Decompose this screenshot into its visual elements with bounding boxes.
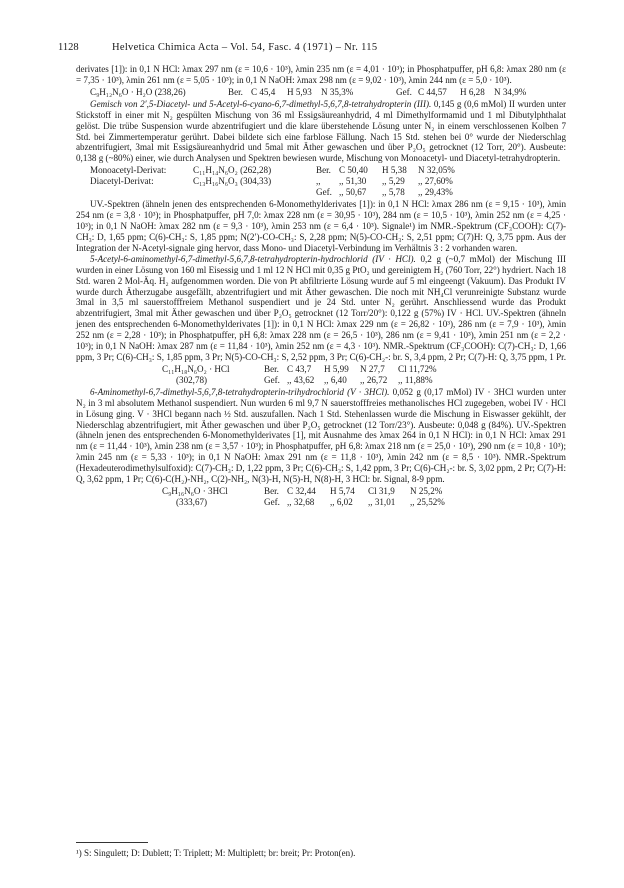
analysis-found-n: N 34,9%: [494, 86, 527, 97]
analysis-found-c: ,, 43,62: [287, 374, 315, 385]
paragraph-compound-iv: [76, 254, 566, 363]
table-cell-n: N 32,05%: [418, 165, 455, 176]
analysis-found-h: ,, 6,40: [324, 374, 347, 385]
table-row: [76, 187, 566, 198]
analysis-calc-c: C 32,44: [287, 486, 316, 496]
table-cell-kind: Gef.: [316, 187, 332, 198]
analysis-found-n: ,, 25,52%: [410, 497, 445, 507]
analysis-formula: C₉H₁₆N₆O · 3HCl: [162, 486, 228, 496]
analysis-formula: C₁₁H₁₈N₆O₂ · HCl: [162, 363, 230, 374]
paragraph-compound-iii: [76, 99, 566, 164]
analysis-calc-label: Ber.: [264, 363, 279, 374]
table-row: [76, 375, 566, 386]
table-cell-formula: C₁₁H₁₄N₆O₂ (262,28): [193, 165, 272, 176]
table-cell-c: C 50,40: [339, 165, 368, 176]
paragraph-uv-data: derivates [1]): in 0,1 N HCl: λmax 297 nm (ε = 10,6 · 10³), λmin 235 nm (ε = 4,01 · 10³); in Phosphatpuffer, pH 6,8: λmax 280 nm (ε = 7,35 · 10³), λmin 261 nm (ε = 5,05 · 10³); in 0,1 N NaOH: λmax 298 nm (ε = 9,02 · 10³), λmin 244 nm (ε = 5,0 · 10³).: [76, 64, 566, 85]
analysis-mass: (302,78): [176, 374, 208, 385]
analysis-found-c: ,, 32,68: [287, 497, 315, 507]
paragraph-text: 0,145 g (0,6 mMol) II wurden unter Stickstoff in einer mit N₂ gespülten Mischung von 36 ml Essigsäureanhydrid, 4 ml Dimethylformamid und 1 ml Dibutylphthalat gelöst. Die trübe Suspension wurde abzentrifugiert und die klare überstehende Lösung unter N₂ in einem verschlossenen Kolben 7 Std. bei Zimmertemperatur gerührt. Dabei bildete sich eine farblose Fällung. Nach 15 Std. stehen bei 0° wurde der Niederschlag abzentrifugiert, 3mal mit Essigsäureanhydrid und 5mal mit Äther gewaschen und über P₂O₅ getrocknet (12 Torr, 20°). Ausbeute: 0,138 g (~80%) einer, wie durch Analysen und Spektren bewiesen wurde, Mischung von Monoacetyl- und Diacetyl-tetrahydropterin.: [76, 98, 567, 164]
table-cell-kind: Ber.: [316, 165, 331, 176]
analysis-found-n: ,, 26,72: [360, 374, 388, 385]
analysis-calc-h: H 5,99: [324, 363, 349, 374]
analysis-calc-cl: Cl 31,9: [368, 486, 395, 496]
footnote-rule: [76, 842, 148, 843]
table-cell-kind: ,,: [316, 176, 321, 187]
analysis-found-cl: ,, 31,01: [368, 497, 396, 507]
analysis-found-label: Gef.: [264, 374, 280, 385]
table-row: [76, 497, 566, 508]
table-row: [76, 176, 566, 187]
table-cell-h: ,, 5,78: [382, 187, 405, 198]
analysis-found-h: ,, 6,02: [330, 497, 353, 507]
table-cell-label: Diacetyl-Derivat:: [90, 176, 154, 187]
article-body: [76, 64, 566, 509]
elemental-analysis-3: [76, 486, 566, 508]
table-cell-n: ,, 29,43%: [418, 187, 453, 198]
page-number: 1128: [58, 42, 79, 53]
analysis-found-h: H 6,28: [460, 86, 485, 97]
analysis-table: [76, 165, 566, 198]
compound-title: Gemisch von 2′,5-Diacetyl- und 5-Acetyl-6-cyano-6,7-dimethyl-5,6,7,8-tetrahydropterin (III).: [90, 98, 432, 109]
table-cell-formula: C₁₃H₁₆N₆O₃ (304,33): [193, 176, 272, 187]
analysis-calc-n: N 25,2%: [410, 486, 443, 496]
analysis-found-label: Gef.: [264, 497, 280, 507]
table-cell-h: ,, 5,29: [382, 176, 405, 187]
analysis-calc-n: N 27,7: [360, 363, 385, 374]
analysis-calc-c: C 43,7: [287, 363, 312, 374]
table-row: [76, 364, 566, 375]
analysis-found-label: Gef.: [396, 86, 412, 97]
table-row: [76, 165, 566, 176]
table-cell-h: H 5,38: [382, 165, 407, 176]
footnote: ¹) S: Singulett; D: Dublett; T: Triplett; M: Multiplett; br: breit; Pr: Proton(en).: [76, 848, 356, 858]
table-cell-c: ,, 51,30: [339, 176, 367, 187]
table-cell-c: ,, 50,67: [339, 187, 367, 198]
analysis-calc-n: N 35,3%: [321, 86, 354, 97]
paragraph-uv-nmr: UV.-Spektren (ähneln jenen des entsprechenden 6-Monomethylderivates [1]): in 0,1 N HCl: λmax 286 nm (ε = 9,15 · 10³), λmin 254 nm (ε = 3,8 · 10³); in Phosphatpuffer, pH 7,0: λmax 228 nm (ε = 30,95 · 10³), 284 nm (ε = 10,5 · 10³), λmin 252 nm (ε = 4,25 · 10³); in 0,1 N NaOH: λmax 282 nm (ε = 9,3 · 10³), λmin 253 nm (ε = 6,4 · 10³). Signale¹) im NMR.-Spektrum (CF₃COOH): C(7)-CH₃: D, 1,65 ppm; C(6)-CH₃: S, 1,85 ppm; N(2′)-CO-CH₃: S, 2,28 ppm; N(5)-CO-CH₃: S, 2,51 ppm; C(7)H: Q, 3,75 ppm. Aus der Integration der N-Acetyl-signale ging hervor, dass Mono- und Diacetyl-Verbindung im Verhältnis 3 : 2 vorhanden waren.: [76, 199, 566, 253]
running-title: Helvetica Chimica Acta – Vol. 54, Fasc. 4 (1971) – Nr. 115: [112, 42, 378, 53]
table-cell-label: Monoacetyl-Derivat:: [90, 165, 167, 176]
analysis-calc-label: Ber.: [264, 486, 279, 496]
paragraph-text: 0,052 g (0,17 mMol) IV · 3HCl wurden unter N₂ in 3 ml absolutem Methanol suspendiert. Nun wurden 6 ml 9,7 N sauerstofffreies methanolisches HCl zugegeben, wobei IV · HCl in Lösung ging. V · 3HCl begann nach ½ Std. auszufallen. Nach 1 Std. Stehenlassen wurde die Mischung in Eiswasser gekühlt, der Niederschlag abzentrifugiert, mit Äther gewaschen und über P₂O₅ getrocknet (12 Torr/23°). Ausbeute: 0,048 g (84%). UV.-Spektren (ähneln jenen des entsprechenden 6-Monomethylderivates [1], mit Ausnahme des λmax 264 in 0,1 N HCl): in 0,1 N HCl: λmax 291 nm (ε = 11,44 · 10³), λmin 238 nm (ε = 3,57 · 10³); in Phosphatpuffer, pH 6,8: λmax 218 nm (ε = 25,0 · 10³), 290 nm (ε = 10,8 · 10³); λmin 245 nm (ε = 5,33 · 10³); in 0,1 N NaOH: λmax 291 nm (ε = 11,8 · 10³), λmin 242 nm (ε = 8,5 · 10³). NMR.-Spektrum (Hexadeuterodimethylsulfoxid): C(7)-CH₃: D, 1,22 ppm, 3 Pr; C(6)-CH₃: S, 1,42 ppm, 3 Pr; C(6)-CH₂-: br. S, 3,02 ppm, 2 Pr; C(7)-H: Q, 3,62 ppm, 1 Pr; C(6)-C(H₂)-NH₂, C(2)-NH₂, N(3)-H, N(5)-H, N(8)-H, 3 HCl: br. Signal, 8-9 ppm.: [76, 386, 567, 485]
table-cell-n: ,, 27,60%: [418, 176, 453, 187]
paragraph-compound-v: [76, 387, 566, 485]
analysis-formula: C₉H₁₂N₆O · H₂O (238,26): [90, 86, 186, 97]
analysis-calc-h: H 5,93: [287, 86, 312, 97]
analysis-calc-h: H 5,74: [330, 486, 355, 496]
analysis-found-c: C 44,57: [418, 86, 447, 97]
elemental-analysis-2: [76, 364, 566, 386]
analysis-calc-c: C 45,4: [251, 86, 276, 97]
analysis-mass: (333,67): [176, 497, 208, 507]
compound-title: 6-Aminomethyl-6,7-dimethyl-5,6,7,8-tetrahydropterin-trihydrochlorid (V · 3HCl).: [90, 386, 390, 397]
table-row: [76, 486, 566, 497]
analysis-found-cl: ,, 11,88%: [398, 374, 433, 385]
analysis-calc-label: Ber.: [228, 86, 243, 97]
analysis-calc-cl: Cl 11,72%: [398, 363, 437, 374]
elemental-analysis-1: [76, 87, 566, 98]
compound-title: 5-Acetyl-6-aminomethyl-6,7-dimethyl-5,6,7,8-tetrahydropterin-hydrochlorid (IV · HCl).: [90, 253, 416, 264]
paragraph-text: 0,2 g (~0,7 mMol) der Mischung III wurden in einer Lösung von 160 ml Eisessig und 1 ml 12 N HCl mit 0,35 g PtO₂ und gereinigtem H₂ (760 Torr, 22°) hydriert. Nach 18 Std. waren 2 Mol-Äq. H₂ aufgenommen worden. Die von Pt abfiltrierte Lösung wurde auf 5 ml eingeengt (Vakuum). Das Produkt IV wurde durch Ätherzugabe ausgefällt, abzentrifugiert und mit Äther gewaschen. Die noch mit NH₄Cl verunreinigte Substanz wurde 3mal in 3,5 ml sauerstofffreiem Methanol suspendiert und je 24 Std. unter N₂ gerührt. Anschliessend wurde das Produkt abzentrifugiert, 3mal mit Äther gewaschen und über P₂O₅ getrocknet (12 Torr/20°): 0,122 g (57%) IV · HCl. UV.-Spektren (ähneln jenen des entsprechenden 6-Monomethylderivates [1]): in 0,1 N HCl: λmax 229 nm (ε = 26,82 · 10³), 286 nm (ε = 7,9 · 10³), λmin 252 nm (ε = 2,28 · 10³); in Phosphatpuffer, pH 6,8: λmax 228 nm (ε = 26,5 · 10³), 286 nm (ε = 9,41 · 10³), λmin 251 nm (ε = 2,2 · 10³); in 0,1 N NaOH: λmax 287 nm (ε = 11,84 · 10³), λmin 252 nm (ε = 4,3 · 10³). NMR.-Spektrum (CF₃COOH): C(7)-CH₃: D, 1,66 ppm, 3 Pr; C(6)-CH₃: S, 1,85 ppm, 3 Pr; N(5)-CO-CH₃: S, 2,52 ppm, 3 Pr; C(6)-CH₂-: br. S, 3,4 ppm, 2 Pr; C(7)-H: Q, 3,75 ppm, 1 Pr.: [76, 253, 566, 362]
